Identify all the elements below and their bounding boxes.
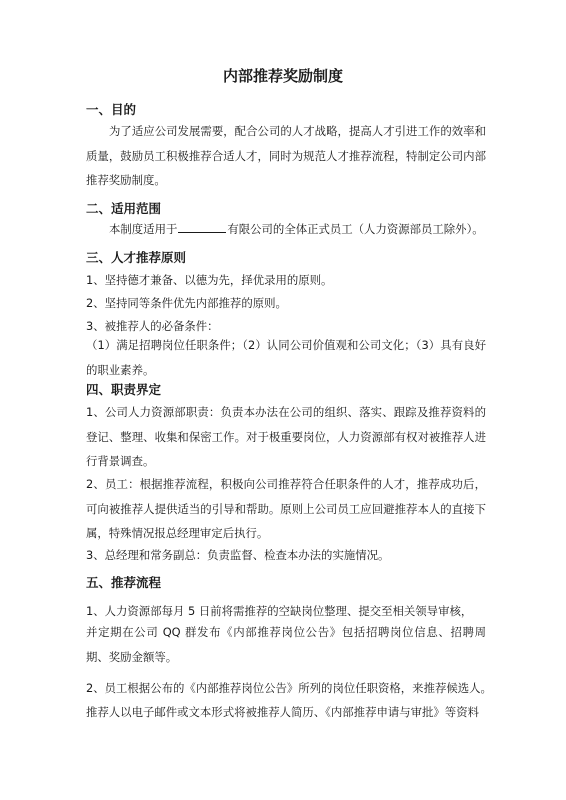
section-4-heading: 四、职责界定 xyxy=(86,382,162,397)
section-1-heading: 一、目的 xyxy=(86,102,137,117)
section-1-paragraph: 为了适应公司发展需要，配合公司的人才战略，提高人才引进工作的效率和质量，鼓励员工积极推荐合适人才，同时为规范人才推荐流程，特制定公司内部推荐奖励制度。 xyxy=(86,124,486,187)
principle-item: 3、被推荐人的必备条件： xyxy=(86,319,219,333)
process-step-1-line1: 1、人力资源部每月 5 日前将需推荐的空缺岗位整理、提交至相关领导审核， xyxy=(86,604,473,618)
scope-text-after: 有限公司的全体正式员工（人力资源部员工除外）。 xyxy=(227,222,484,236)
duty-manager: 3、总经理和常务副总：负责监督、检查本办法的实施情况。 xyxy=(86,548,390,562)
scope-text-before: 本制度适用于 xyxy=(109,222,178,236)
process-step-1-rest: 并定期在公司 QQ 群发布《内部推荐岗位公告》包括招聘岗位信息、招聘周期、奖励金额等。 xyxy=(86,625,486,664)
required-conditions: （1）满足招聘岗位任职条件；（2）认同公司价值观和公司文化；（3）具有良好的职业素养。 xyxy=(86,338,486,377)
principle-item: 1、坚持德才兼备、以德为先，择优录用的原则。 xyxy=(86,273,333,287)
principle-item: 2、坚持同等条件优先内部推荐的原则。 xyxy=(86,296,287,310)
process-step-2-line2: 推荐人以电子邮件或文本形式将被推荐人简历、《内部推荐申请与审批》等资料 xyxy=(86,705,479,719)
section-3-heading: 三、人才推荐原则 xyxy=(86,250,187,265)
section-2-paragraph xyxy=(109,220,484,238)
section-5-heading: 五、推荐流程 xyxy=(86,575,162,590)
section-2-heading: 二、适用范围 xyxy=(86,201,162,216)
duty-employee: 2、员工：根据推荐流程，积极向公司推荐符合任职条件的人才，推荐成功后，可向被推荐人提供适当的引导和帮助。原则上公司员工应回避推荐本人的直接下属，特殊情况报总经理审定后执行。 xyxy=(86,477,486,540)
company-name-blank xyxy=(178,221,226,233)
process-step-2-line1: 2、员工根据公布的《内部推荐岗位公告》所列的岗位任职资格，来推荐候选人。 xyxy=(86,681,492,695)
duty-hr: 1、公司人力资源部职责：负责本办法在公司的组织、落实、跟踪及推荐资料的登记、整理、收集和保密工作。对于极重要岗位，人力资源部有权对被推荐人进行背景调查。 xyxy=(86,405,486,468)
document-title: 内部推荐奖励制度 xyxy=(222,67,343,85)
